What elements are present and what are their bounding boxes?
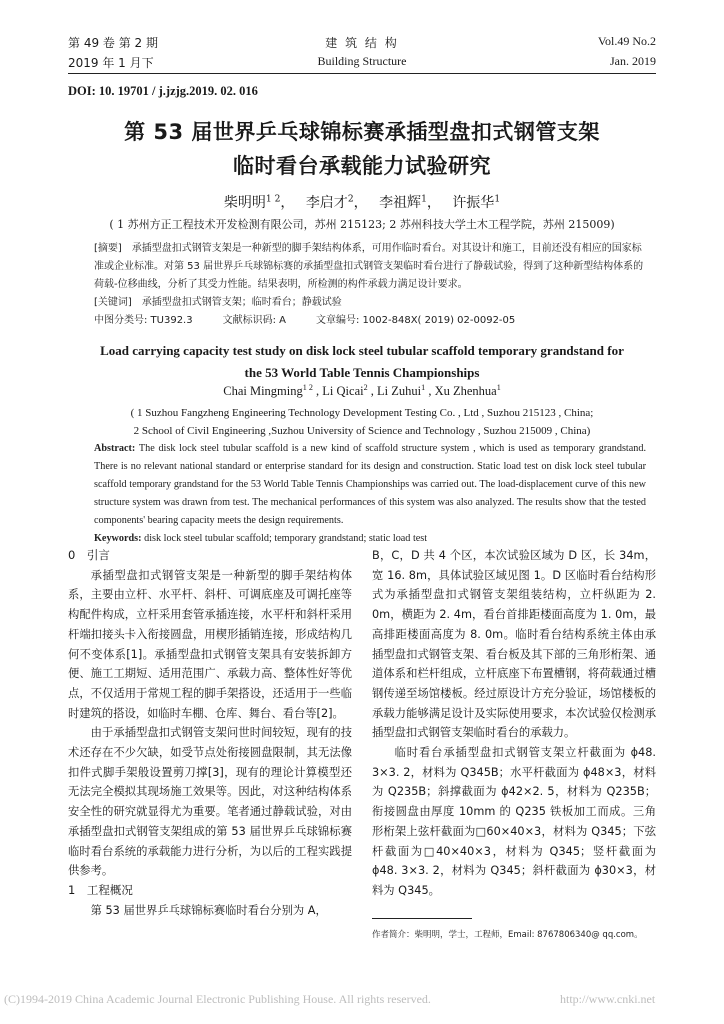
clc-number: 中图分类号: TU392.3 bbox=[94, 315, 193, 326]
keywords-en-label: Keywords: bbox=[94, 533, 142, 544]
article-number: 文章编号: 1002-848X( 2019) 02-0092-05 bbox=[316, 315, 516, 326]
header-rule bbox=[68, 73, 656, 74]
author-name: 李祖辉 bbox=[379, 195, 422, 211]
author-name: 柴明明 bbox=[223, 195, 266, 211]
paper-title-line1: 第 53 届世界乒乓球锦标赛承插型盘扣式钢管支架 bbox=[124, 120, 600, 144]
abstract-en bbox=[94, 440, 646, 548]
section-1-para-1-start: 第 53 届世界乒乓球锦标赛临时看台分别为 A， bbox=[90, 903, 327, 917]
section-0-title: 0 引言 bbox=[68, 548, 110, 562]
section-1-title: 1 工程概况 bbox=[68, 882, 133, 897]
keywords-en: disk lock steel tubular scaffold; temporary grandstand; static load test bbox=[144, 533, 428, 544]
authors-cn: 柴明明$^{1 2}$， 李启才$^2$， 李祖辉$^1$， 许振华$^1$ bbox=[223, 194, 501, 211]
journal-name-cn: 建 筑 结 构 bbox=[325, 36, 399, 50]
cnki-watermark: (C)1994-2019 China Academic Journal Electronic Publishing House. All rights reserved. bbox=[4, 992, 431, 1006]
keywords-cn: 承插型盘扣式钢管支架；临时看台；静载试验 bbox=[141, 297, 342, 308]
section-0-para-2: 由于承插型盘扣式钢管支架问世时间较短，现有的技术还存在不少欠缺，如受节点处衔接圆盘限制，其无法像扣件式脚手架般设置剪刀撑[3]，现有的理论计算模型还无法完全模拟其现场施工效果等。因此，对这种结构体系安全性的研究就显得尤为重要。笔者通过静载试验，对由承插型盘扣式钢管支架组成的第 53 届世界乒乓球锦标赛临时看台系统的承载能力进行分析，为以后的工程实践提供参考。 bbox=[68, 726, 352, 878]
affiliation-en: ( 1 Suzhou Fangzheng Engineering Technology Development Testing Co. , Ltd , Suzhou 215123 , China; 2 School of Civil Engineering ,Suzhou University of Science and Technology , Suzhou 215009 , China) bbox=[130, 407, 594, 437]
journal-date: 2019 年 1 月下 bbox=[68, 56, 154, 70]
section-1-para-1-cont: B，C，D 共 4 个区，本次试验区域为 D 区，长 34m，宽 16. 8m，具体试验区域见图 1。D 区临时看台结构形式为承插型盘扣式钢管支架组装结构，立杆纵距为 2. 0m，横距为 2. 4m，看台首排距楼面高度为 1. 0m，最高排距楼面高度为 8. 0m。临时看台结构系统主体由承插型盘扣式钢管支架、看台板及其下部的三角形桁架、通道体系和栏杆组成，立杆底座下布置槽钢，将荷载通过槽钢传递至场馆楼板。经过原设计方充分验证，场馆楼板的承载力能够满足设计及实际使用要求，本次试验仅检测承插型盘扣式钢管支架临时看台的承载力。 bbox=[372, 549, 656, 740]
journal-name-en: Building Structure bbox=[317, 54, 407, 68]
author-footnote: 作者简介：柴明明，学士，工程师，Email: 8767806340@ qq.com。 bbox=[372, 930, 643, 940]
cnki-url[interactable]: http://www.cnki.net bbox=[560, 992, 656, 1006]
paper-title-en: Load carrying capacity test study on disk lock steel tubular scaffold temporary grandstand for the 53 World Table Tennis Championships bbox=[100, 343, 624, 380]
body-left-column bbox=[68, 546, 352, 920]
doc-code: 文献标识码: A bbox=[222, 315, 286, 326]
abstract-text: 承插型盘扣式钢管支架是一种新型的脚手架结构体系，可用作临时看台。对其设计和施工，目前还没有相应的国家标准或企业标准。对第 53 届世界乒乓球锦标赛的承插型盘扣式钢管支架临时看台进行了静载试验，得到了这种新型结构体系的荷载-位移曲线，分析了其受力性能。结果表明，所检测的构件承载力满足设计要求。 bbox=[94, 243, 644, 290]
body-right-column bbox=[372, 546, 656, 901]
abstract-en-label: Abstract: bbox=[94, 443, 136, 454]
author-name: 李启才 bbox=[305, 195, 348, 211]
journal-date-en: Jan. 2019 bbox=[610, 54, 656, 68]
section-0-para-1: 承插型盘扣式钢管支架是一种新型的脚手架结构体系，主要由立杆、水平杆、斜杆、可调底座及可调托座等构配件构成，立杆采用套管承插连接，水平杆和斜杆采用杆端扣接头卡入衔接圆盘，用楔形插销连接，形成结构几何不变体系[1]。承插型盘扣式钢管支架具有安装拆卸方便、施工工期短、适用范围广、承载力高、整体性好等优点，不仅适用于常规工程的脚手架搭设，还适用于一些临时建筑的搭设，如临时车棚、仓库、舞台、看台等[2]。 bbox=[68, 568, 352, 720]
paper-title-line2: 临时看台承载能力试验研究 bbox=[233, 154, 491, 178]
authors-en: Chai Mingming$^{1 2}$ , Li Qicai$^2$ , Li Zuhui$^1$ , Xu Zhenhua$^1$ bbox=[223, 382, 501, 398]
keywords-label: [关键词] bbox=[94, 297, 132, 308]
abstract-label: [摘要] bbox=[94, 243, 122, 254]
author-name: 许振华 bbox=[452, 195, 495, 211]
footnote-rule bbox=[372, 918, 472, 919]
section-1-para-2: 临时看台承插型盘扣式钢管支架立杆截面为 ϕ48. 3×3. 2，材料为 Q345B；水平杆截面为 ϕ48×3，材料为 Q235B；斜撑截面为 ϕ42×2. 5，材料为 Q235B；衔接圆盘由厚度 10mm 的 Q235 铁板加工而成。三角形桁架上弦杆截面为□60×40×3，材料为 Q345；下弦杆截面为□40×40×3，材料为 Q345；竖杆截面为 ϕ48. 3×3. 2，材料为 Q345；斜杆截面为 ϕ30×3，材料为 Q345。 bbox=[372, 746, 656, 897]
abstract-en-text: The disk lock steel tubular scaffold is a new kind of scaffold structure system , which is used as temporary grandstand. There is no relevant national standard or enterprise standard for its design and construction. Static load test on disk lock steel tubular scaffold temporary grandstand for the 53 World Table Tennis Championships was carried out. The load-displacement curve of this new structure system was drawn from test. The mechanical performances of this system was also analyzed. The results show that the tested components' bearing capacity meets the design requirements. bbox=[94, 443, 646, 526]
doi[interactable]: DOI: 10. 19701 / j.jzjg.2019. 02. 016 bbox=[68, 84, 258, 98]
abstract-cn bbox=[94, 240, 646, 330]
journal-volume: 第 49 卷 第 2 期 bbox=[68, 36, 158, 50]
journal-volume-en: Vol.49 No.2 bbox=[597, 34, 656, 48]
affiliation-cn: ( 1 苏州方正工程技术开发检测有限公司，苏州 215123; 2 苏州科技大学土木工程学院，苏州 215009) bbox=[109, 218, 615, 231]
